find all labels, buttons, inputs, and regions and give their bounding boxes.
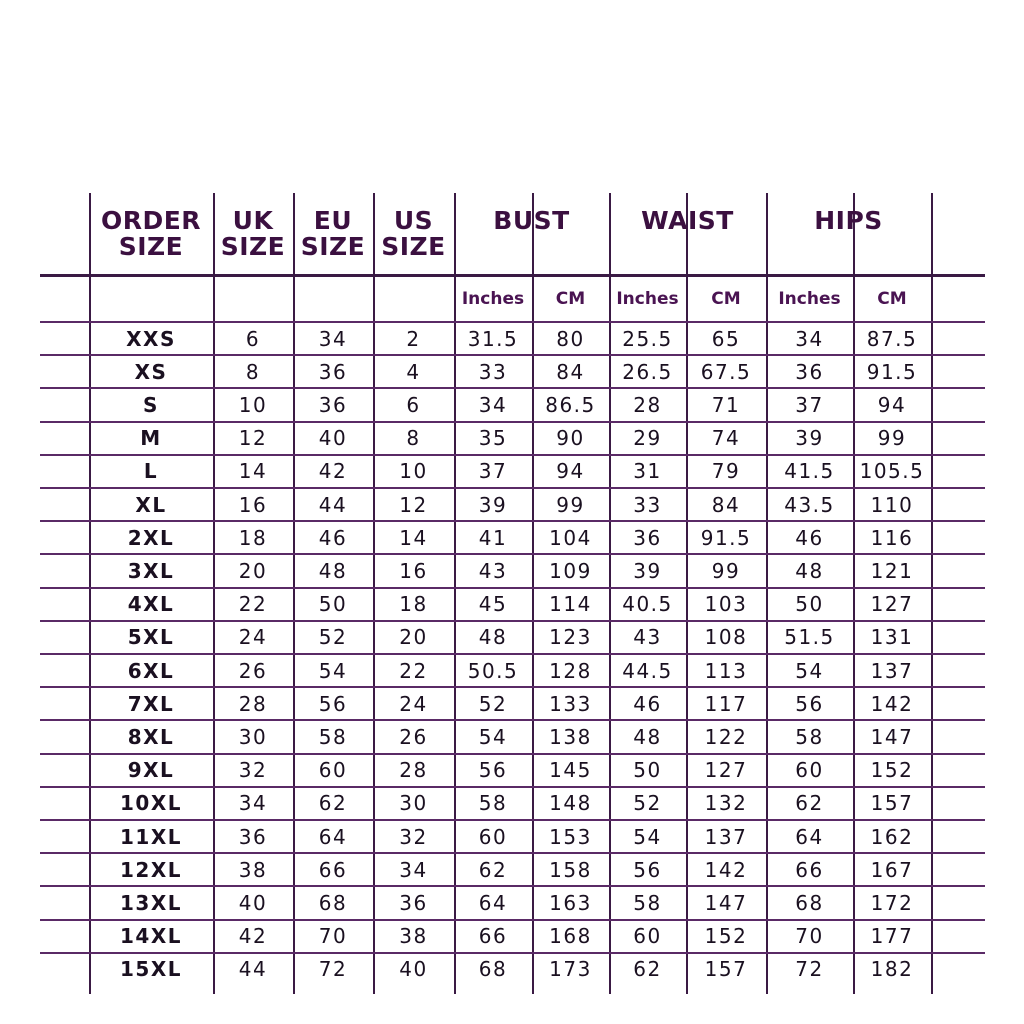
bust-cm-cell: 145	[549, 758, 592, 783]
bust-cm-cell: 148	[549, 791, 592, 816]
us-size-cell: 24	[399, 691, 428, 716]
bust-cm-cell: 114	[549, 592, 592, 617]
uk-size-cell: 26	[238, 658, 268, 683]
order-size-cell: 8XL	[127, 724, 175, 749]
waist-cm-cell: 152	[704, 924, 748, 949]
bust-inches-cell: 39	[478, 492, 508, 517]
waist-inches-cell: 36	[633, 525, 662, 550]
hips-inches-cell: 41.5	[784, 459, 835, 484]
waist-cm-cell: 71	[711, 392, 741, 417]
bust-cm-cell: 80	[556, 326, 585, 351]
uk-size-cell: 20	[238, 558, 268, 583]
subheader-cm: CM	[877, 288, 907, 309]
subheader-inches: Inches	[616, 288, 679, 309]
hips-inches-cell: 64	[795, 824, 824, 849]
waist-inches-cell: 26.5	[622, 359, 673, 384]
waist-inches-cell: 39	[633, 558, 662, 583]
us-size-cell: 8	[406, 426, 421, 451]
bust-cm-cell: 153	[549, 824, 592, 849]
us-size-cell: 26	[399, 724, 428, 749]
hips-cm-cell: 137	[870, 658, 914, 683]
hips-inches-cell: 34	[795, 326, 824, 351]
hips-cm-cell: 142	[870, 691, 914, 716]
waist-cm-cell: 91.5	[700, 525, 752, 550]
waist-cm-cell: 132	[704, 791, 748, 816]
bust-inches-cell: 48	[478, 625, 508, 650]
eu-size-cell: 34	[318, 326, 348, 351]
eu-size-cell: 40	[318, 426, 348, 451]
hips-inches-cell: 48	[795, 558, 824, 583]
eu-size-cell: 64	[318, 824, 348, 849]
waist-inches-cell: 50	[633, 758, 662, 783]
waist-inches-cell: 58	[633, 890, 662, 915]
us-size-cell: 30	[399, 791, 428, 816]
order-size-cell: 3XL	[127, 558, 175, 583]
hips-cm-cell: 91.5	[866, 359, 918, 384]
waist-cm-cell: 99	[711, 558, 741, 583]
order-size-cell: 7XL	[127, 691, 175, 716]
bust-inches-cell: 66	[478, 924, 508, 949]
header-bust: BUST	[493, 206, 570, 235]
bust-inches-cell: 45	[478, 592, 508, 617]
hips-cm-cell: 172	[870, 890, 914, 915]
subheader-cm: CM	[555, 288, 586, 309]
us-size-cell: 34	[399, 857, 428, 882]
bust-cm-cell: 99	[556, 492, 585, 517]
us-size-cell: 12	[399, 492, 428, 517]
bust-cm-cell: 128	[549, 658, 592, 683]
bust-cm-cell: 109	[549, 558, 592, 583]
order-size-cell: 11XL	[120, 824, 182, 849]
bust-inches-cell: 62	[478, 857, 508, 882]
waist-cm-cell: 113	[704, 658, 748, 683]
eu-size-cell: 70	[318, 924, 348, 949]
eu-size-cell: 58	[318, 724, 348, 749]
waist-inches-cell: 33	[633, 492, 662, 517]
bust-inches-cell: 50.5	[467, 658, 519, 683]
order-size-cell: 12XL	[120, 857, 182, 882]
waist-inches-cell: 43	[633, 625, 662, 650]
hips-inches-cell: 70	[795, 924, 824, 949]
hips-cm-cell: 157	[870, 791, 914, 816]
hips-inches-cell: 39	[795, 426, 824, 451]
waist-inches-cell: 46	[633, 691, 662, 716]
eu-size-cell: 44	[318, 492, 348, 517]
hips-inches-cell: 50	[795, 592, 824, 617]
waist-cm-cell: 79	[711, 459, 741, 484]
waist-cm-cell: 137	[704, 824, 748, 849]
eu-size-cell: 72	[318, 957, 348, 982]
uk-size-cell: 10	[238, 392, 268, 417]
bust-inches-cell: 52	[478, 691, 508, 716]
waist-cm-cell: 147	[704, 890, 748, 915]
bust-inches-cell: 41	[478, 525, 508, 550]
us-size-cell: 14	[399, 525, 428, 550]
bust-inches-cell: 54	[478, 724, 508, 749]
uk-size-cell: 22	[238, 592, 268, 617]
order-size-cell: 13XL	[120, 890, 182, 915]
header-order-size: ORDER SIZE	[100, 206, 202, 261]
waist-inches-cell: 56	[633, 857, 662, 882]
us-size-cell: 40	[399, 957, 428, 982]
us-size-cell: 6	[406, 392, 421, 417]
us-size-cell: 28	[399, 758, 428, 783]
hips-inches-cell: 62	[795, 791, 824, 816]
waist-inches-cell: 62	[633, 957, 662, 982]
uk-size-cell: 12	[238, 426, 268, 451]
hips-inches-cell: 43.5	[784, 492, 835, 517]
eu-size-cell: 52	[318, 625, 348, 650]
eu-size-cell: 48	[318, 558, 348, 583]
hips-inches-cell: 54	[795, 658, 824, 683]
uk-size-cell: 44	[238, 957, 268, 982]
uk-size-cell: 6	[245, 326, 261, 351]
hips-cm-cell: 87.5	[866, 326, 918, 351]
subheader-inches: Inches	[461, 288, 525, 309]
bust-inches-cell: 58	[478, 791, 508, 816]
bust-cm-cell: 84	[556, 359, 585, 384]
us-size-cell: 18	[399, 592, 428, 617]
order-size-cell: 5XL	[127, 625, 175, 650]
eu-size-cell: 66	[318, 857, 348, 882]
order-size-cell: 14XL	[120, 924, 182, 949]
uk-size-cell: 36	[238, 824, 268, 849]
bust-inches-cell: 60	[478, 824, 508, 849]
eu-size-cell: 60	[318, 758, 348, 783]
hips-inches-cell: 58	[795, 724, 824, 749]
header-uk-size: UK SIZE	[220, 206, 286, 261]
waist-inches-cell: 54	[633, 824, 662, 849]
waist-inches-cell: 40.5	[622, 592, 673, 617]
bust-cm-cell: 123	[549, 625, 592, 650]
bust-cm-cell: 158	[549, 857, 592, 882]
order-size-cell: 15XL	[120, 957, 182, 982]
eu-size-cell: 46	[318, 525, 348, 550]
eu-size-cell: 42	[318, 459, 348, 484]
waist-cm-cell: 117	[704, 691, 748, 716]
hips-cm-cell: 110	[870, 492, 914, 517]
order-size-cell: 2XL	[127, 525, 175, 550]
uk-size-cell: 40	[238, 890, 268, 915]
order-size-cell: 10XL	[120, 791, 182, 816]
us-size-cell: 20	[399, 625, 428, 650]
bust-cm-cell: 86.5	[545, 392, 596, 417]
hips-cm-cell: 167	[870, 857, 914, 882]
bust-cm-cell: 104	[549, 525, 592, 550]
waist-cm-cell: 84	[711, 492, 741, 517]
uk-size-cell: 38	[238, 857, 268, 882]
hips-inches-cell: 68	[795, 890, 824, 915]
waist-inches-cell: 25.5	[622, 326, 673, 351]
order-size-cell: 9XL	[127, 758, 175, 783]
waist-cm-cell: 127	[704, 758, 748, 783]
hips-inches-cell: 46	[795, 525, 824, 550]
bust-inches-cell: 37	[478, 459, 508, 484]
eu-size-cell: 36	[318, 359, 348, 384]
hips-cm-cell: 131	[870, 625, 914, 650]
bust-cm-cell: 168	[549, 924, 592, 949]
bust-cm-cell: 94	[556, 459, 585, 484]
eu-size-cell: 54	[318, 658, 348, 683]
uk-size-cell: 18	[238, 525, 268, 550]
uk-size-cell: 42	[238, 924, 268, 949]
order-size-cell: XXS	[126, 326, 176, 351]
waist-inches-cell: 52	[633, 791, 662, 816]
header-eu-size: EU SIZE	[300, 206, 366, 261]
waist-inches-cell: 48	[633, 724, 662, 749]
bust-inches-cell: 34	[478, 392, 508, 417]
uk-size-cell: 34	[238, 791, 268, 816]
hips-cm-cell: 162	[870, 824, 914, 849]
bust-cm-cell: 163	[549, 890, 592, 915]
eu-size-cell: 62	[318, 791, 348, 816]
bust-cm-cell: 138	[549, 724, 592, 749]
waist-inches-cell: 44.5	[622, 658, 673, 683]
hips-cm-cell: 99	[877, 426, 907, 451]
hips-cm-cell: 105.5	[859, 459, 925, 484]
us-size-cell: 2	[406, 326, 421, 351]
hips-inches-cell: 36	[795, 359, 824, 384]
subheader-inches: Inches	[778, 288, 841, 309]
eu-size-cell: 36	[318, 392, 348, 417]
header-waist: WAIST	[641, 206, 734, 235]
hips-inches-cell: 66	[795, 857, 824, 882]
bust-inches-cell: 33	[478, 359, 508, 384]
order-size-cell: 4XL	[127, 592, 175, 617]
bust-inches-cell: 56	[478, 758, 508, 783]
waist-cm-cell: 65	[711, 326, 741, 351]
hips-cm-cell: 121	[870, 558, 914, 583]
waist-cm-cell: 74	[711, 426, 741, 451]
bust-cm-cell: 173	[549, 957, 592, 982]
order-size-cell: M	[140, 426, 162, 451]
waist-cm-cell: 122	[704, 724, 748, 749]
waist-inches-cell: 28	[633, 392, 662, 417]
hips-inches-cell: 56	[795, 691, 824, 716]
eu-size-cell: 50	[318, 592, 348, 617]
waist-inches-cell: 29	[633, 426, 662, 451]
us-size-cell: 32	[399, 824, 428, 849]
hips-inches-cell: 72	[795, 957, 824, 982]
uk-size-cell: 28	[238, 691, 268, 716]
order-size-cell: XL	[135, 492, 167, 517]
hips-cm-cell: 177	[870, 924, 914, 949]
bust-inches-cell: 64	[478, 890, 508, 915]
uk-size-cell: 16	[238, 492, 268, 517]
hips-cm-cell: 127	[870, 592, 914, 617]
order-size-cell: 6XL	[127, 658, 175, 683]
hips-inches-cell: 60	[795, 758, 824, 783]
uk-size-cell: 32	[238, 758, 268, 783]
hips-cm-cell: 94	[877, 392, 907, 417]
uk-size-cell: 30	[238, 724, 268, 749]
bust-inches-cell: 31.5	[467, 326, 519, 351]
waist-inches-cell: 60	[633, 924, 662, 949]
waist-cm-cell: 103	[704, 592, 748, 617]
us-size-cell: 10	[399, 459, 428, 484]
hips-cm-cell: 147	[870, 724, 914, 749]
uk-size-cell: 8	[245, 359, 261, 384]
us-size-cell: 36	[399, 890, 428, 915]
uk-size-cell: 24	[238, 625, 268, 650]
order-size-cell: XS	[134, 359, 168, 384]
waist-cm-cell: 142	[704, 857, 748, 882]
waist-cm-cell: 157	[704, 957, 748, 982]
header-hips: HIPS	[814, 206, 883, 235]
bust-inches-cell: 35	[478, 426, 508, 451]
eu-size-cell: 56	[318, 691, 348, 716]
hips-cm-cell: 116	[870, 525, 914, 550]
bust-inches-cell: 43	[478, 558, 508, 583]
bust-cm-cell: 133	[549, 691, 592, 716]
hips-inches-cell: 37	[795, 392, 824, 417]
order-size-cell: L	[143, 459, 159, 484]
uk-size-cell: 14	[238, 459, 268, 484]
bust-inches-cell: 68	[478, 957, 508, 982]
waist-inches-cell: 31	[633, 459, 662, 484]
hips-cm-cell: 152	[870, 758, 914, 783]
waist-cm-cell: 67.5	[700, 359, 752, 384]
us-size-cell: 16	[399, 558, 428, 583]
waist-cm-cell: 108	[704, 625, 748, 650]
eu-size-cell: 68	[318, 890, 348, 915]
header-us-size: US SIZE	[381, 206, 446, 261]
hips-cm-cell: 182	[870, 957, 914, 982]
us-size-cell: 22	[399, 658, 428, 683]
bust-cm-cell: 90	[556, 426, 585, 451]
us-size-cell: 4	[406, 359, 421, 384]
us-size-cell: 38	[399, 924, 428, 949]
subheader-cm: CM	[711, 288, 741, 309]
hips-inches-cell: 51.5	[784, 625, 835, 650]
order-size-cell: S	[143, 392, 159, 417]
